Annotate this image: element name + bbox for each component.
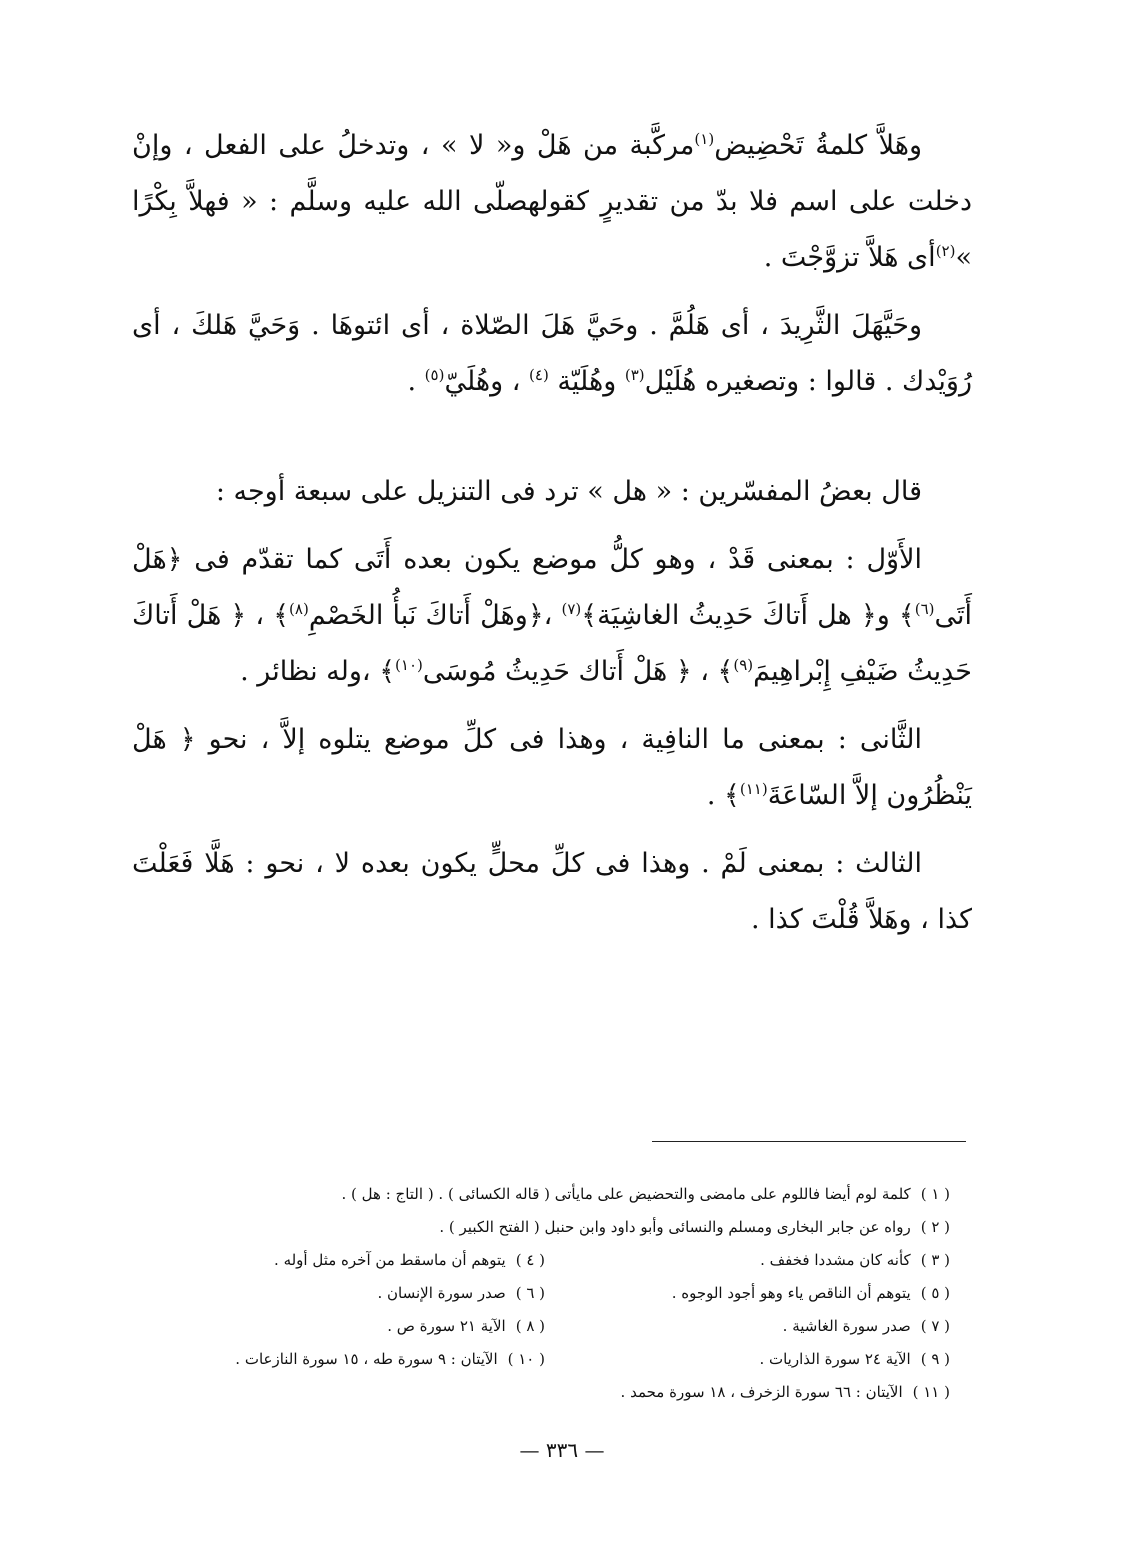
footnote-row	[140, 1343, 950, 1376]
footnote-number: ( ١١ )	[912, 1383, 950, 1401]
body-paragraph	[132, 298, 972, 410]
footnote-number: ( ٩ )	[920, 1350, 950, 1368]
footnote	[545, 1310, 950, 1343]
footnote	[140, 1211, 950, 1244]
footnote	[140, 1310, 545, 1343]
footnote	[545, 1244, 950, 1277]
footnote-divider	[652, 1141, 966, 1142]
footnote-ref: (٤)	[529, 366, 549, 384]
page-number: — ٣٣٦ —	[519, 1438, 605, 1462]
footnote-ref: (٢)	[935, 242, 956, 260]
footnote-row	[140, 1310, 950, 1343]
body-paragraph	[132, 712, 972, 824]
body-paragraph	[132, 836, 972, 948]
footnote-row	[140, 1277, 950, 1310]
footnote-text: صدر سورة الإنسان .	[377, 1284, 506, 1302]
footnote-number: ( ١٠ )	[507, 1350, 545, 1368]
footnote-number: ( ٥ )	[920, 1284, 950, 1302]
footnote-ref: (٨)	[289, 600, 309, 618]
footnote-text: كلمة لوم أيضا فاللوم على مامضى والتحضيض على مايأتى ( قاله الكسائى ) . ( التاج : هل ) .	[341, 1185, 911, 1203]
paragraph-text: الثالث : بمعنى لَمْ . وهذا فى كلِّ محلٍّ يكون بعده لا ، نحو : هَلَّا فَعَلْتَ كذا ، وهَلاَّ قُلْتَ كذا .	[132, 848, 972, 935]
footnote	[140, 1244, 545, 1277]
paragraph-text: الأَوّل : بمعنى قَدْ ، وهو كلُّ موضع يكون بعده أَتَى كما تقدّم فى ﴿هَلْ أَتَى	[132, 544, 973, 631]
footnote-ref: (٧)	[561, 600, 582, 618]
paragraph-text: ،﴿وهَلْ أَتاكَ نَبأُ الخَصْمِ	[308, 600, 562, 631]
footnotes	[140, 1178, 950, 1409]
main-text	[132, 118, 972, 960]
footnote-ref: (٥)	[424, 366, 445, 384]
footnote-text: الآيتان : ٩ سورة طه ، ١٥ سورة النازعات .	[235, 1350, 498, 1368]
paragraph-text: وحَيَّهَلَ الثَّرِيدَ ، أى هَلُمَّ . وحَيَّ هَلَ الصّلاة ، أى ائتوهَا . وَحَيَّ هَلكَ ، أى رُوَيْدك . قالوا : وتصغيره هُلَيْل	[132, 310, 972, 397]
footnote-number: ( ٤ )	[515, 1251, 545, 1269]
footnote	[545, 1277, 950, 1310]
footnote-text: الآية ٢٤ سورة الذاريات .	[759, 1350, 911, 1368]
footnote-ref: (١٠)	[395, 656, 423, 674]
footnote-text: رواه عن جابر البخارى ومسلم والنسائى وأبو داود وابن حنبل ( الفتح الكبير ) .	[439, 1218, 911, 1236]
footnote	[140, 1178, 950, 1211]
paragraph-text: ﴾ .	[706, 780, 740, 811]
footnote-text: كأنه كان مشددا فخفف .	[760, 1251, 911, 1269]
footnote-number: ( ٨ )	[515, 1317, 545, 1335]
paragraph-text: وهُلَيّة	[548, 366, 625, 397]
footnote-row	[140, 1244, 950, 1277]
body-paragraph	[132, 118, 972, 286]
footnote-ref: (٦)	[914, 600, 935, 618]
paragraph-text: ﴾ ،وله نظائر .	[240, 656, 396, 687]
footnote	[140, 1343, 545, 1376]
paragraph-text: ﴾ ، ﴿ هَلْ أَتاكَ حَدِيثُ ضَيْفِ إِبْراهِيمَ	[132, 600, 972, 687]
footnote-number: ( ١ )	[920, 1185, 950, 1203]
paragraph-text: .	[407, 366, 425, 397]
paragraph-text: مركَّبة من هَلْ و« لا » ، وتدخلُ على الفعل ، وإنْ دخلت على اسم فلا بدّ من تقديرٍ كقولهصلّى الله عليه وسلَّم : « فهلاَّ بِكْرًا »	[132, 130, 972, 273]
paragraph-text: ﴾ ، ﴿ هَلْ أَتاك حَدِيثُ مُوسَى	[422, 656, 734, 687]
paragraph-text: أى هَلاَّ تزوَّجْتَ .	[763, 242, 936, 273]
footnote-number: ( ٦ )	[515, 1284, 545, 1302]
footnote	[545, 1343, 950, 1376]
section-gap	[132, 422, 972, 464]
footnote-ref: (١)	[694, 130, 715, 148]
footnote-text: الآيتان : ٦٦ سورة الزخرف ، ١٨ سورة محمد .	[620, 1383, 903, 1401]
paragraph-text: ، وهُلَيّ	[444, 366, 530, 397]
footnote-text: الآية ٢١ سورة ص .	[387, 1317, 506, 1335]
footnote-text: يتوهم أن ماسقط من آخره مثل أوله .	[274, 1251, 506, 1269]
footnote-row	[140, 1178, 950, 1211]
footnote-number: ( ٣ )	[920, 1251, 950, 1269]
paragraph-text: قال بعضُ المفسّرين : « هل » ترد فى التنزيل على سبعة أوجه :	[215, 476, 922, 507]
footnote-ref: (١١)	[739, 780, 768, 798]
footnote	[140, 1277, 545, 1310]
footnote-ref: (٣)	[624, 366, 645, 384]
footnote-ref: (٩)	[733, 656, 754, 674]
footnote-text: صدر سورة الغاشية .	[782, 1317, 911, 1335]
paragraph-text: ﴾ و﴿ هل أَتاكَ حَدِيثُ الغاشِيَة﴾	[581, 600, 915, 631]
paragraph-text: وهَلاَّ كلمةُ تَحْضِيض	[714, 130, 923, 161]
footnote-number: ( ٧ )	[920, 1317, 950, 1335]
footnote	[140, 1376, 950, 1409]
footnote-row	[140, 1376, 950, 1409]
paragraph-text: الثَّانى : بمعنى ما النافِية ، وهذا فى كلِّ موضع يتلوه إلاَّ ، نحو ﴿ هَلْ يَنْظُرُون إلاَّ السّاعَةَ	[132, 724, 972, 811]
footnote-number: ( ٢ )	[920, 1218, 950, 1236]
body-paragraph	[132, 464, 972, 520]
footnote-text: يتوهم أن الناقص ياء وهو أجود الوجوه .	[671, 1284, 911, 1302]
footnote-row	[140, 1211, 950, 1244]
body-paragraph	[132, 532, 972, 700]
